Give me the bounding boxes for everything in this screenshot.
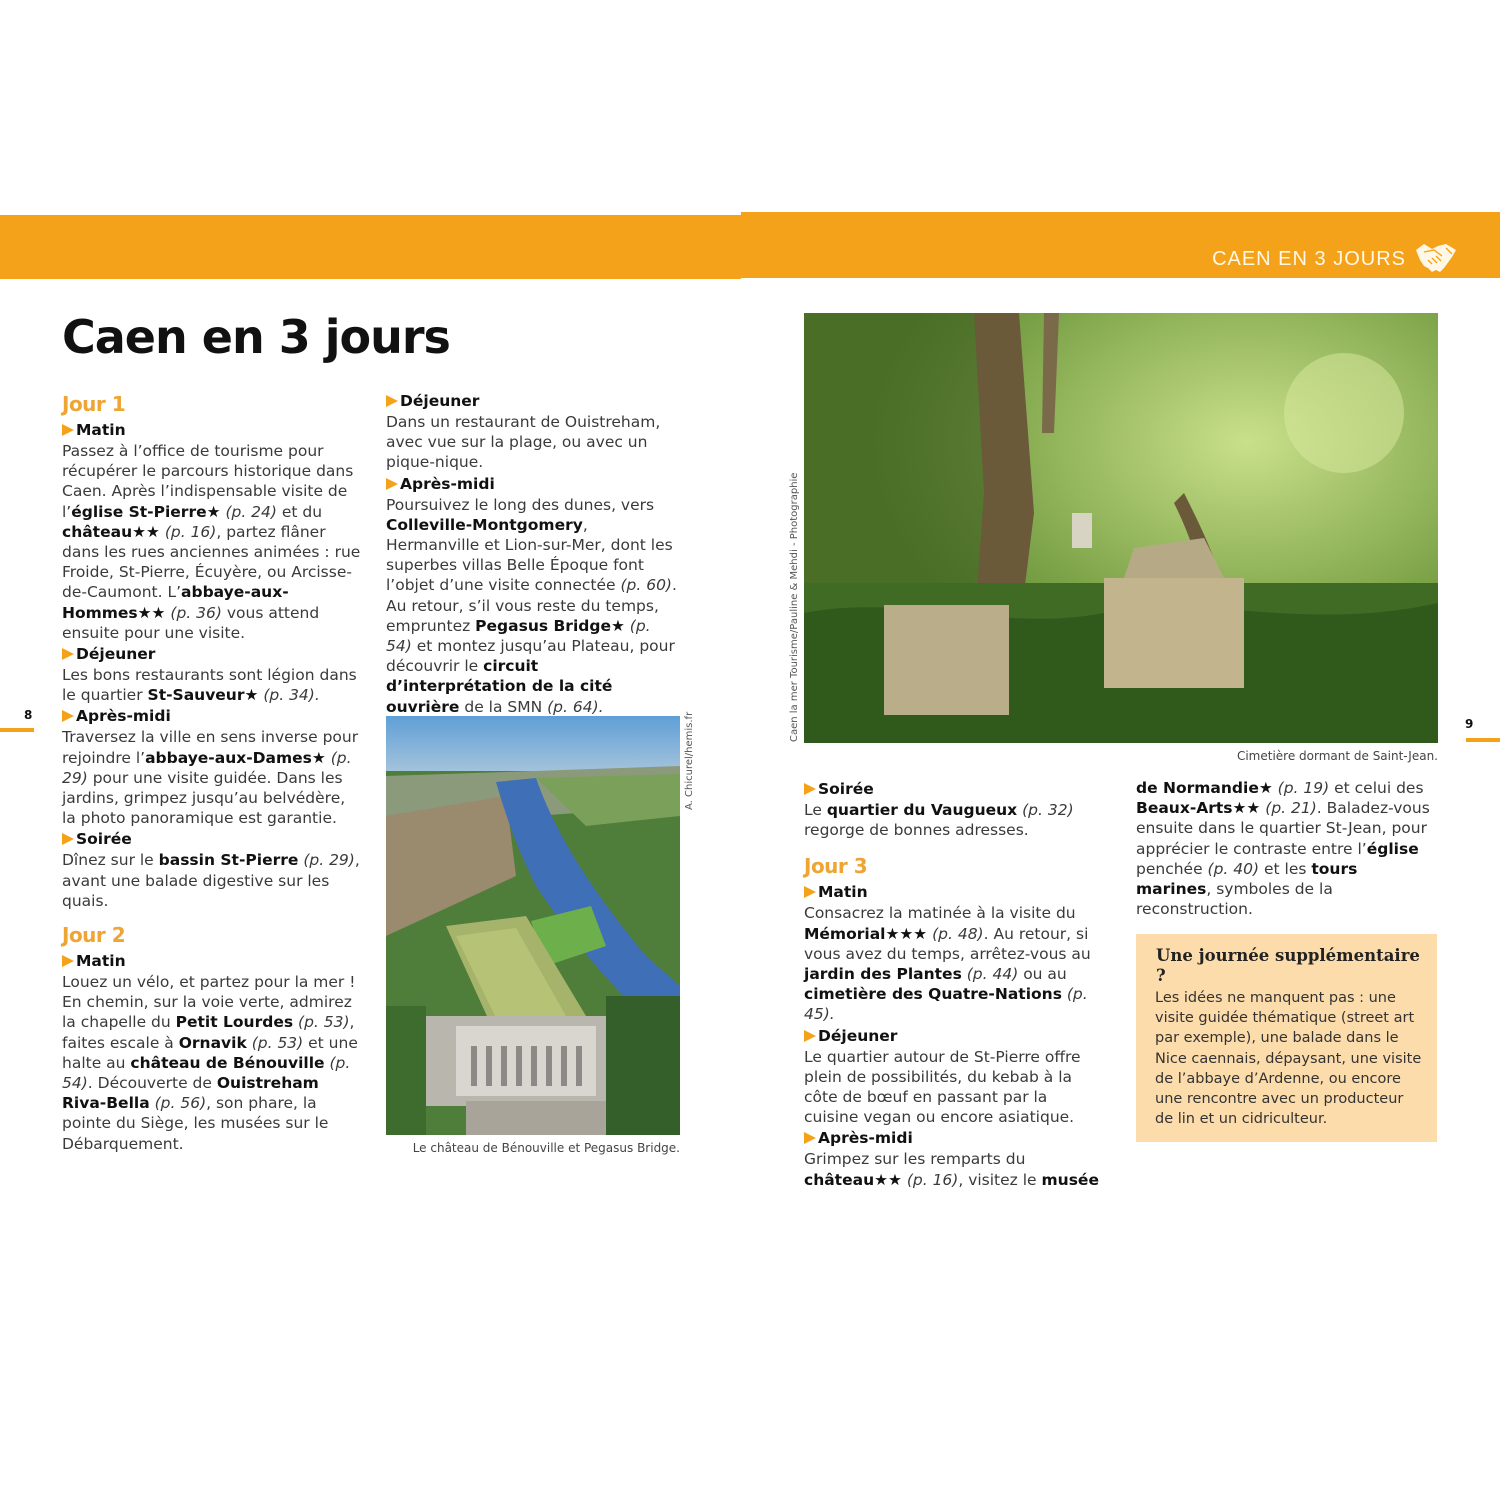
day1-soiree-text: Dînez sur le bassin St-Pierre (p. 29), avant une balade digestive sur les quais. — [62, 851, 360, 910]
triangle-bullet-icon — [62, 833, 74, 845]
day2-matin-text: Louez un vélo, et partez pour la mer ! En chemin, sur la voie verte, admirez la chapelle du Petit Lourdes (p. 53), faites escale à Ornavik (p. 53) et une halte au château de Bénouville (p. 54). Découverte de Ouistreham Riva-Bella (p. 56), son phare, la pointe du Siège, les musées sur le Débarquement. — [62, 973, 358, 1153]
running-title: CAEN EN 3 JOURS — [1212, 248, 1406, 270]
triangle-bullet-icon — [804, 886, 816, 898]
day1-soiree-heading: Soirée — [62, 828, 362, 850]
page-number-bar-right — [1466, 738, 1500, 742]
day1-dejeuner-text: Les bons restaurants sont légion dans le quartier St-Sauveur★ (p. 34). — [62, 666, 357, 705]
triangle-bullet-icon — [804, 783, 816, 795]
triangle-bullet-icon — [62, 424, 74, 436]
day2-apres-midi-heading: Après-midi — [386, 473, 678, 495]
handshake-icon — [1414, 240, 1458, 276]
triangle-bullet-icon — [62, 710, 74, 722]
page-title: Caen en 3 jours — [62, 310, 450, 364]
day3-matin-text: Consacrez la matinée à la visite du Mémorial★★★ (p. 48). Au retour, si vous avez du temps, arrêtez-vous au jardin des Plantes (p. 44) ou au cimetière des Quatre-Nations (p. 45). — [804, 904, 1091, 1024]
column-2 — [386, 390, 678, 717]
day1-apres-midi-heading: Après-midi — [62, 705, 362, 727]
day-3-heading: Jour 3 — [804, 854, 868, 879]
day-1-heading: Jour 1 — [62, 392, 126, 416]
photo-cemetery-saint-jean — [804, 313, 1438, 743]
triangle-bullet-icon — [804, 1132, 816, 1144]
caption-cemetery: Cimetière dormant de Saint-Jean. — [1236, 749, 1438, 763]
day3-apres-midi-text-b: de Normandie★ (p. 19) et celui des Beaux-Arts★★ (p. 21). Baladez-vous ensuite dans le quartier St-Jean, pour apprécier le contraste entre l’église penchée (p. 40) et les tours marines, symboles de la reconstruction. — [1136, 779, 1430, 919]
day3-dejeuner-text: Le quartier autour de St-Pierre offre plein de possibilités, du kebab à la côte de bœuf en passant par la cuisine vegan ou encore asiatique. — [804, 1047, 1081, 1127]
day2-soiree-text: Le quartier du Vaugueux (p. 32) regorge de bonnes adresses. — [804, 801, 1074, 840]
photo-credit-aerial: A. Chicurel/hemis.fr — [684, 711, 695, 810]
day1-apres-midi-text: Traversez la ville en sens inverse pour rejoindre l’abbaye-aux-Dames★ (p. 29) pour une visite guidée. Dans les jardins, grimpez jusqu’au belvédère, la photo panoramique est garantie. — [62, 728, 359, 828]
day2-dejeuner-text: Dans un restaurant de Ouistreham, avec vue sur la plage, ou avec un pique-nique. — [386, 413, 661, 472]
day3-apres-midi-heading: Après-midi — [804, 1127, 1104, 1149]
column-4 — [1136, 778, 1436, 919]
triangle-bullet-icon — [62, 955, 74, 967]
day1-matin-text: Passez à l’office de tourisme pour récupérer le parcours historique dans Caen. Après l’indispensable visite de l’église St-Pierre★ (p. 24) et du château★★ (p. 16), partez flâner dans les rues anciennes animées : rue Froide, St-Pierre, Écuyère, ou Arcisse-de-Caumont. L’abbaye-aux-Hommes★★ (p. 36) vous attend ensuite pour une visite. — [62, 442, 361, 642]
triangle-bullet-icon — [804, 1030, 816, 1042]
day3-dejeuner-heading: Déjeuner — [804, 1025, 1104, 1047]
day2-matin-heading: Matin — [62, 950, 362, 972]
header-band-left — [0, 215, 741, 279]
photo-benouville-aerial — [386, 716, 680, 1135]
day3-apres-midi-text-a: Grimpez sur les remparts du château★★ (p. 16), visitez le musée — [804, 1150, 1099, 1189]
extra-day-text: Les idées ne manquent pas : une visite guidée thématique (street art par exemple), une balade dans le Nice caennais, dépaysant, une visite de l’abbaye d’Ardenne, ou encore une rencontre avec un producteur de lin et un cidriculteur. — [1155, 990, 1422, 1128]
day-2-heading: Jour 2 — [62, 923, 126, 948]
triangle-bullet-icon — [62, 648, 74, 660]
page-number-right: 9 — [1465, 717, 1474, 731]
day2-soiree-heading: Soirée — [804, 778, 1104, 800]
photo-credit-cemetery: Caen la mer Tourisme/Pauline & Mehdi - Photographie — [789, 472, 800, 742]
day1-matin-heading: Matin — [62, 419, 362, 441]
page-number-left: 8 — [24, 708, 33, 722]
day1-dejeuner-heading: Déjeuner — [62, 643, 362, 665]
day3-matin-heading: Matin — [804, 881, 1104, 903]
day2-dejeuner-heading: Déjeuner — [386, 390, 678, 412]
column-1 — [62, 390, 362, 1154]
triangle-bullet-icon — [386, 478, 398, 490]
extra-day-box — [1136, 934, 1437, 1142]
extra-day-title: Une journée supplémentaire ? — [1156, 946, 1420, 985]
caption-aerial: Le château de Bénouville et Pegasus Bridge. — [412, 1141, 680, 1155]
day2-apres-midi-text: Poursuivez le long des dunes, vers Colleville-Montgomery, Hermanville et Lion-sur-Mer, dont les superbes villas Belle Époque font l’objet d’une visite connectée (p. 60). Au retour, s’il vous reste du temps, empruntez Pegasus Bridge★ (p. 54) et montez jusqu’au Plateau, pour découvrir le circuit d’interprétation de la cité ouvrière de la SMN (p. 64). — [386, 495, 677, 716]
page-number-bar-left — [0, 728, 34, 732]
triangle-bullet-icon — [386, 395, 398, 407]
column-3 — [804, 778, 1104, 1190]
